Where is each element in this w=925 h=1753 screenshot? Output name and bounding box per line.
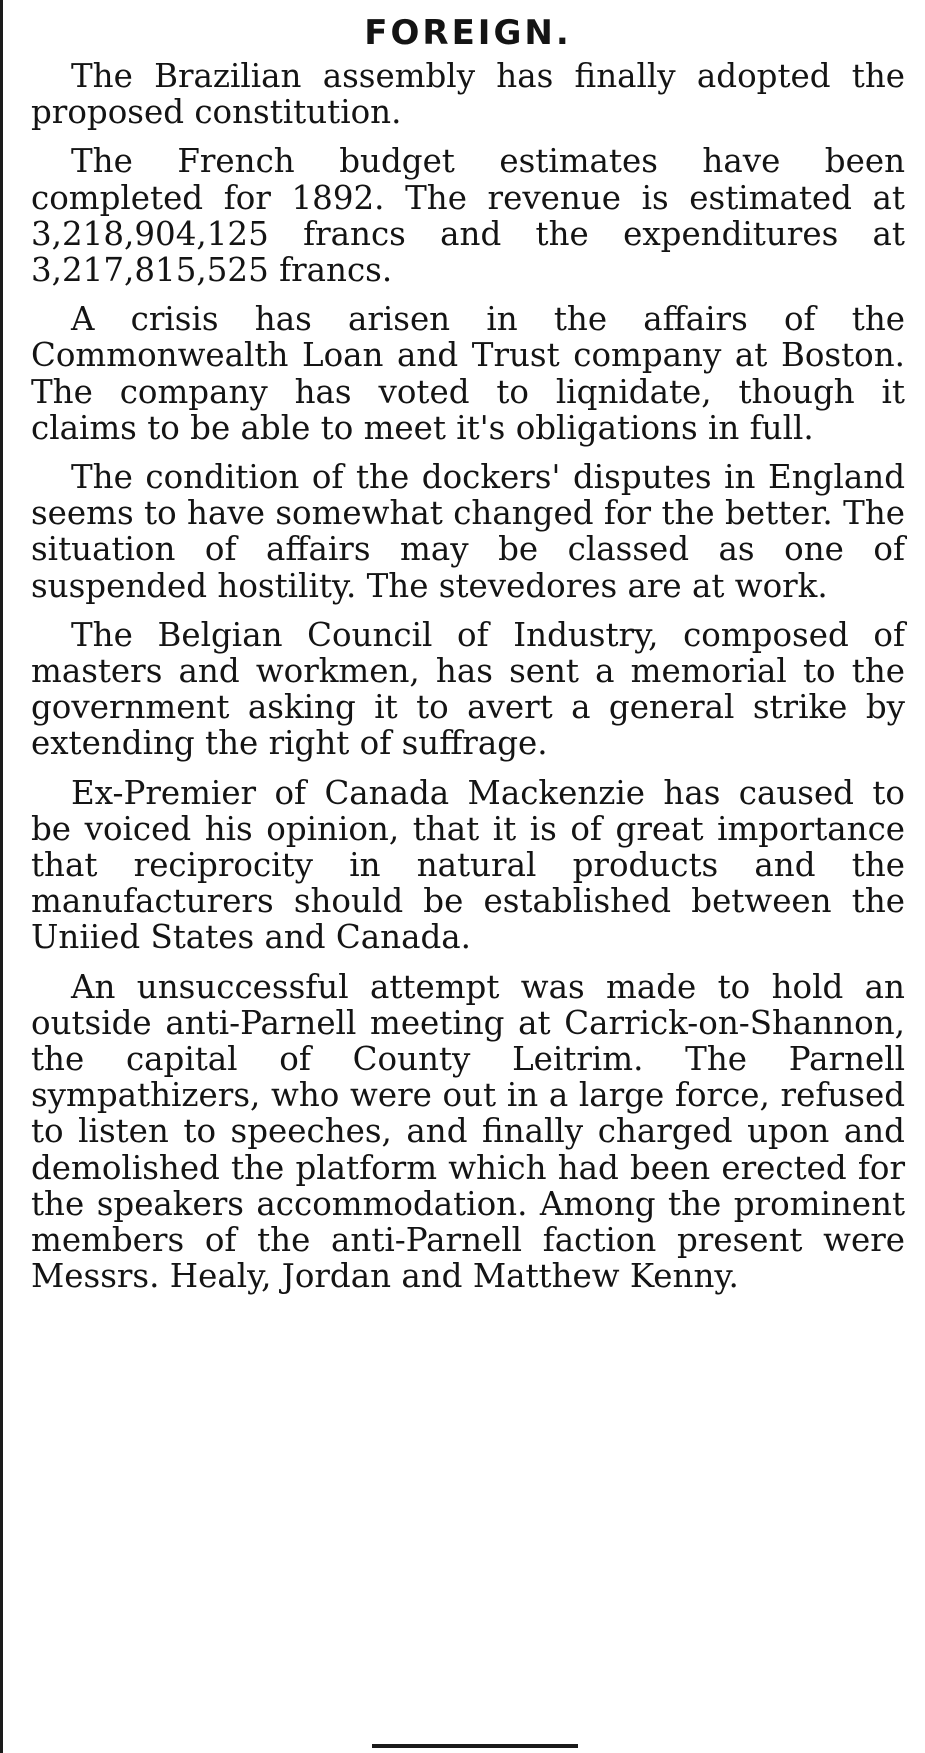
news-item-belgian-council: The Belgian Council of Industry, composed of masters and workmen, has sent a memorial to the government asking it to avert a general strike by extending the right of suffrage.	[31, 615, 905, 763]
section-heading: FOREIGN.	[364, 13, 572, 53]
news-item-anti-parnell-meeting: An unsuccessful attempt was made to hold an outside anti-Parnell meeting at Carrick-on-Shannon, the capital of County Leitrim. The Parnell sympathizers, who were out in a large force, refused to listen to speeches, and finally charged upon and demolished the platform which had been erected for the speakers accommodation. Among the prominent members of the anti-Parnell faction present were Messrs. Healy, Jordan and Matthew Kenny.	[31, 967, 905, 1296]
news-item-dockers-disputes: The condition of the dockers' disputes in England seems to have somewhat changed for the better. The situation of affairs may be classed as one of suspended hostility. The stevedores are at work.	[31, 458, 905, 605]
news-item-commonwealth-loan: A crisis has arisen in the affairs of the Commonwealth Loan and Trust company at Boston. The company has voted to liqnidate, though it claims to be able to meet it's obligations in full.	[31, 300, 905, 447]
column-end-rule	[372, 1744, 578, 1748]
news-item-brazil: The Brazilian assembly has finally adopted the proposed constitution.	[31, 57, 905, 132]
news-item-french-budget: The French budget estimates have been completed for 1892. The revenue is estimated at 3,218,904,125 francs and the expenditures at 3,217,815,525 francs.	[31, 142, 905, 290]
news-item-canada-reciprocity: Ex-Premier of Canada Mackenzie has caused to be voiced his opinion, that it is of great importance that reciprocity in natural products and the manufacturers should be established between the Uniied States and Canada.	[31, 773, 905, 957]
